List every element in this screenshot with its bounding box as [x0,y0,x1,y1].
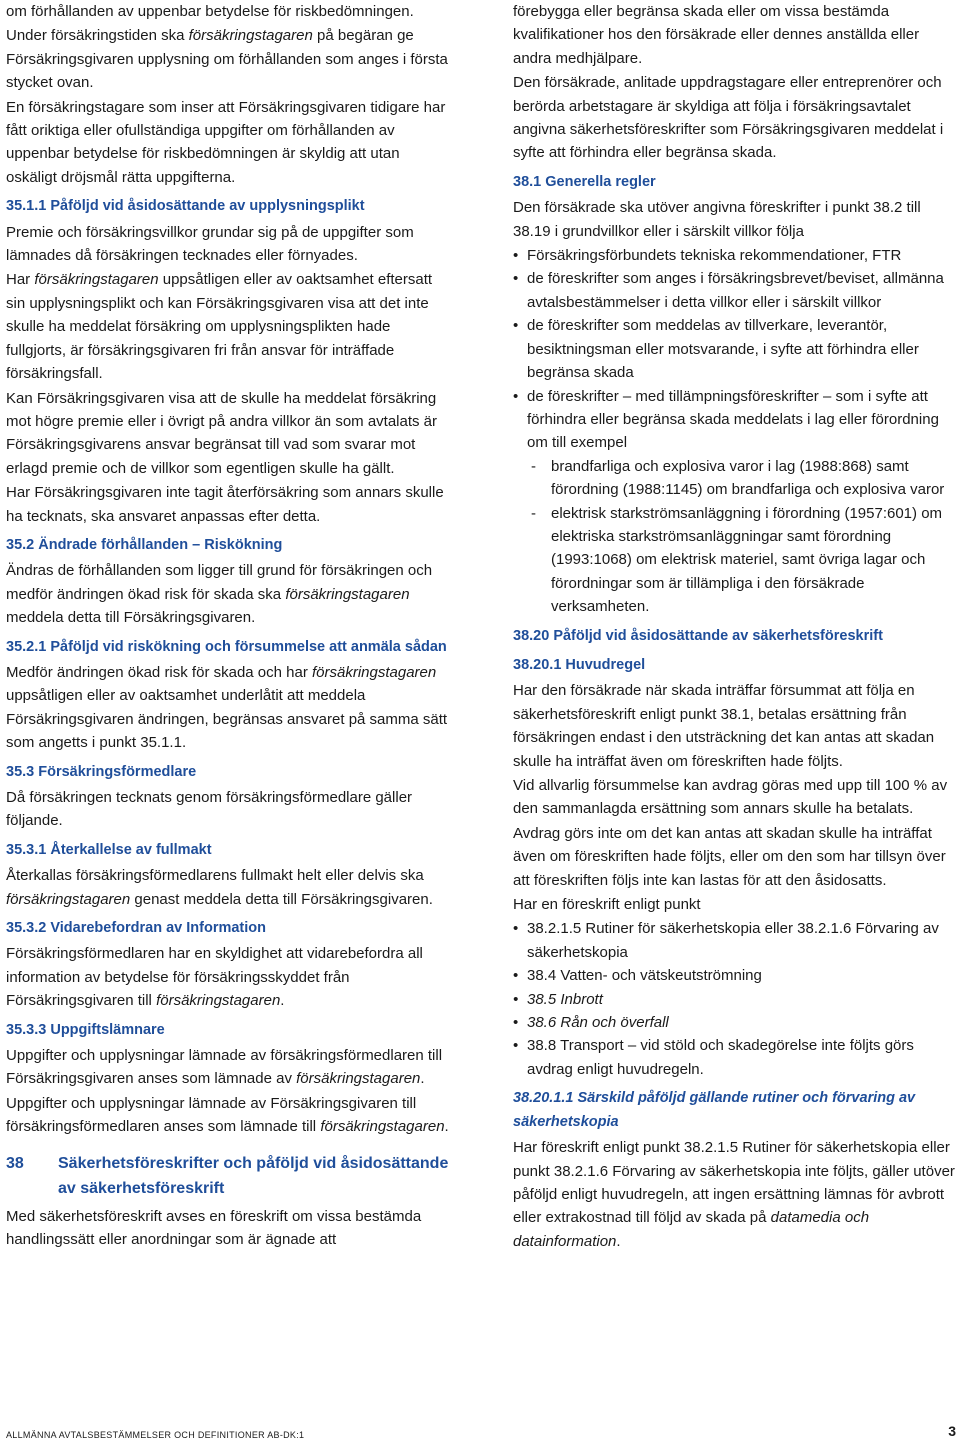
bullet-list [513,917,958,1081]
paragraph: Avdrag görs inte om det kan antas att skadan skulle ha inträffat även om föreskriften hade följts, eller om den som har tillsyn över att föreskriften följs inte kan lastas för att den åsidosatts. [513,824,946,889]
right-column [513,0,958,1254]
text: Uppgifter och upplysningar lämnade av Försäkringsgivaren till försäkringsförmedlaren anses som lämnade till [6,1094,417,1136]
text: . [444,1118,449,1136]
bullet-list [513,244,958,455]
list-item: • de föreskrifter som anges i försäkringsbrevet/beviset, allmänna avtalsbestämmelser i detta villkor eller i särskilt villkor [513,267,958,314]
text: . [616,1232,621,1250]
section-title: Säkerhetsföreskrifter och påföljd vid åsidosättande av säkerhetsföreskrift [58,1154,449,1197]
dash-list [513,455,958,619]
list-item: • de föreskrifter som meddelas av tillverkare, leverantör, besiktningsman eller motsvarande, i syfte att förhindra eller begränsa skada [513,314,958,384]
heading-38-1: 38.1 Generella regler [513,173,656,190]
list-item: • de föreskrifter – med tillämpningsföreskrifter – som i syfte att förhindra eller begränsa skada meddelats i lag eller förordning om till exempel [513,385,958,455]
paragraph: Har den försäkrade när skada inträffar försummat att följa en säkerhetsföreskrift enligt punkt 38.1, betalas ersättning från försäkringen endast i den utsträckning det kan antas att skadan skulle ha inträffat även om föreskriften hade följts. [513,682,935,770]
footer-text: ALLMÄNNA AVTALSBESTÄMMELSER OCH DEFINITIONER AB-DK:1 [6,1430,305,1440]
paragraph: Vid allvarlig försummelse kan avdrag göras med upp till 100 % av den sammanlagda ersättning som annars skulle ha betalats. [513,777,948,818]
text: . [280,992,285,1010]
text: på begäran ge Försäkringsgivaren upplysning om förhållanden som anges i första stycket ovan. [6,27,448,92]
term: försäkringstagaren [6,890,131,908]
paragraph: Då försäkringen tecknats genom försäkringsförmedlare gäller följande. [6,789,413,830]
paragraph: Den försäkrade, anlitade uppdragstagare eller entreprenörer och berörda arbetstagare är skyldiga att följa i försäkringsavtalet angivna säkerhetsföreskrifter som Försäkringsgivaren meddelat i syfte att förhindra eller begränsa skada. [513,74,944,162]
heading-35-2: 35.2 Ändrade förhållanden – Riskökning [6,536,283,553]
term: försäkringstagaren [188,27,313,45]
heading-35-3-3: 35.3.3 Uppgiftslämnare [6,1021,165,1038]
paragraph [513,1136,958,1253]
text: Har [6,271,35,289]
list-item: • 38.2.1.5 Rutiner för säkerhetskopia eller 38.2.1.6 Förvaring av säkerhetskopia [513,917,958,964]
term: försäkringstagaren [156,992,281,1010]
term: försäkringstagaren [34,271,159,289]
list-item: • 38.8 Transport – vid stöld och skadegörelse inte följts görs avdrag enligt huvudregeln. [513,1034,958,1081]
paragraph [6,1092,452,1139]
list-item: • 38.4 Vatten- och vätskeutströmning [513,964,958,987]
heading-35-3-1: 35.3.1 Återkallelse av fullmakt [6,841,212,858]
list-item: - elektrisk starkströmsanläggning i förordning (1957:601) om elektriska starkströmsanläggningar samt förordning (1993:1068) om elektrisk materiel, samt övriga lagar och förordningar som är tillämpliga i den försäkrade verksamheten. [527,502,958,619]
paragraph: Med säkerhetsföreskrift avses en föreskrift om vissa bestämda handlingssätt eller anordningar som är ägnade att [6,1207,422,1249]
paragraph: förebygga eller begränsa skada eller om vissa bestämda kvalifikationer hos den försäkrade eller dennes anställda eller andra medhjälpare. [513,3,920,67]
paragraph [6,268,452,385]
paragraph [6,1044,452,1091]
paragraph [6,24,452,94]
text: genast meddela detta till Försäkringsgivaren. [130,890,433,908]
page-number: 3 [948,1423,956,1439]
left-column [6,0,452,1253]
heading-38 [6,1151,452,1201]
text: Ändras de förhållanden som ligger till grund för försäkringen och medför ändringen ökad risk för skada ska [6,562,433,603]
text: Medför ändringen ökad risk för skada och har [6,663,312,681]
heading-35-2-1: 35.2.1 Påföljd vid riskökning och försummelse att anmäla sådan [6,638,447,655]
heading-38-20-1-1: 38.20.1.1 Särskild påföljd gällande rutiner och förvaring av säkerhetskopia [513,1090,916,1130]
text: Återkallas försäkringsförmedlarens fullmakt helt eller delvis ska [6,867,424,885]
text: uppsåtligen eller av oaktsamhet underlåtit att meddela Försäkringsgivaren ändringen, begränsas ansvaret på samma sätt som angetts i punkt 35.1.1. [6,687,448,752]
paragraph: Kan Försäkringsgivaren visa att de skulle ha meddelat försäkring mot högre premie eller i övrigt på andra villkor än som avtalats är Försäkringsgivarens ansvar begränsat till vad som svarar mot erlagd premie och de villkor som egentligen skulle ha gällt. [6,389,438,477]
text: Försäkringsförmedlaren har en skyldighet att vidarebefordra all information av betydelse för försäkringsskyddet från Försäkringsgivaren till [6,945,423,1010]
text: 38.6 Rån och [527,1014,621,1032]
term: överfall [620,1014,669,1032]
heading-35-3: 35.3 Försäkringsförmedlare [6,763,197,780]
text: . [420,1070,425,1088]
heading-35-3-2: 35.3.2 Vidarebefordran av Information [6,920,267,937]
section-number: 38 [6,1154,24,1172]
paragraph: om förhållanden av uppenbar betydelse för riskbedömningen. [6,3,414,20]
paragraph [6,661,452,755]
term: datamedia och datainformation [513,1209,870,1250]
term: försäkringstagaren [296,1070,421,1088]
text: meddela detta till Försäkringsgivaren. [6,609,256,627]
paragraph [6,559,452,629]
paragraph: En försäkringstagare som inser att Försäkringsgivaren tidigare har fått oriktiga eller ofullständiga uppgifter om förhållanden av uppenbar betydelse för riskbedömningen är skyldig att utan oskäligt dröjsmål rätta uppgifterna. [6,98,446,186]
paragraph [6,864,452,911]
list-item: • Försäkringsförbundets tekniska rekommendationer, FTR [513,244,958,267]
list-item: - brandfarliga och explosiva varor i lag (1988:868) samt förordning (1988:1145) om brandfarliga och explosiva varor [527,455,958,502]
text: Under försäkringstiden ska [6,27,189,45]
paragraph: Premie och försäkringsvillkor grundar sig på de uppgifter som lämnades då försäkringen tecknades eller förnyades. [6,223,414,265]
heading-38-20-1: 38.20.1 Huvudregel [513,656,646,673]
text: Har föreskrift enligt punkt 38.2.1.5 Rutiner för säkerhetskopia eller punkt 38.2.1.6 Förvaring av säkerhetskopia inte följts, gäller utöver påföljd enligt huvudregeln, att ingen ersättning lämnas för avbrott eller extrakostnad till följd av skada på [513,1139,955,1227]
text: Uppgifter och upplysningar lämnade av försäkringsförmedlaren till Försäkringsgivaren anses som lämnade av [6,1047,443,1088]
text: uppsåtligen eller av oaktsamhet eftersatt sin upplysningsplikt och kan Försäkringsgivaren visa att det inte skulle ha meddelat försäkring om upplysningsplikten hade fullgjorts, är försäkringsgivaren fri från ansvar för inträffade försäkringsfall. [6,271,433,383]
paragraph: Har en föreskrift enligt punkt [513,896,701,914]
term: försäkringstagaren [312,663,437,681]
paragraph: Har Försäkringsgivaren inte tagit återförsäkring som annars skulle ha tecknats, ska ansvaret anpassas efter detta. [6,484,444,525]
heading-38-20: 38.20 Påföljd vid åsidosättande av säkerhetsföreskrift [513,627,883,644]
paragraph: Den försäkrade ska utöver angivna föreskrifter i punkt 38.2 till 38.19 i grundvillkor eller i särskilt villkor följa [513,199,921,240]
list-item: • 38.5 Inbrott [513,988,958,1011]
term: försäkringstagaren [285,585,410,603]
term: försäkringstagaren [320,1118,445,1136]
list-item [513,1011,958,1034]
paragraph [6,942,452,1012]
heading-35-1-1: 35.1.1 Påföljd vid åsidosättande av upplysningsplikt [6,198,365,215]
